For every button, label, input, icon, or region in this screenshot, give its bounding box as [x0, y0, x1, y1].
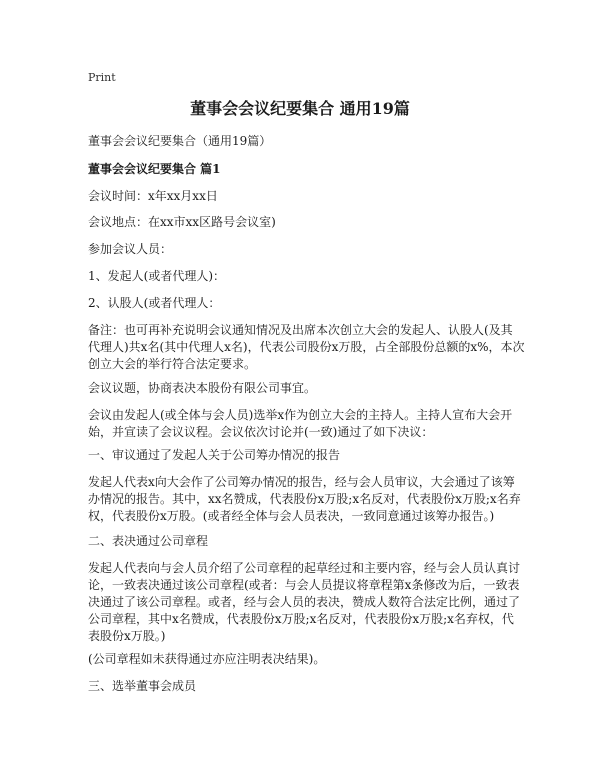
topic-paragraph: 会议议题，协商表决本股份有限公司事宜。 — [88, 381, 317, 395]
resolution-heading-2: 二、表决通过公司章程 — [88, 534, 209, 548]
remark-paragraph: 备注：也可再补充说明会议通知情况及出席本次创立大会的发起人、认股人(及其 代理人)共x名(其中代理人x名)，代表公司股份x万股，占全部股份总额的x%，本次 创立大会的举行符合法定要求。 — [88, 323, 525, 371]
attendee-item-1: 1、发起人(或者代理人)： — [88, 269, 225, 283]
document-title: 董事会会议纪要集合 通用19篇 — [190, 99, 410, 118]
host-paragraph: 会议由发起人(或全体与会人员)选举x作为创立大会的主持人。主持人宣布大会开 始，并宣读了会议议程。会议依次讨论并(一致)通过了如下决议： — [88, 408, 513, 439]
resolution-paragraph-1: 发起人代表x向大会作了公司筹办情况的报告，经与会人员审议，大会通过了该筹 办情况的报告。其中，xx名赞成，代表股份x万股;x名反对，代表股份x万股;x名弃 权，代表股份x万股。(或者经全体与会人员表决，一致同意通过该筹办报告。) — [88, 475, 521, 523]
note-paragraph: (公司章程如未获得通过亦应注明表决结果)。 — [88, 652, 326, 666]
attendee-item-2: 2、认股人(或者代理人： — [88, 296, 221, 310]
print-label: Print — [88, 71, 116, 84]
meeting-time: 会议时间：x年xx月xx日 — [88, 189, 218, 203]
resolution-heading-3: 三、选举董事会成员 — [88, 679, 197, 693]
meeting-place: 会议地点：在xx市xx区路号会议室) — [88, 215, 276, 229]
resolution-heading-1: 一、审议通过了发起人关于公司筹办情况的报告 — [88, 448, 341, 462]
attendees-label: 参加会议人员： — [88, 242, 173, 256]
section-heading: 董事会会议纪要集合 篇1 — [88, 162, 221, 176]
resolution-paragraph-2: 发起人代表向与会人员介绍了公司章程的起草经过和主要内容，经与会人员认真讨 论，一致表决通过该公司章程(或者：与会人员提议将章程第x条修改为后，一致表 决通过了该公司章程。或者，经与会人员的表决，赞成人数符合法定比例，通过了 公司章程，其中x名赞成，代表股份x万股;x名反对，代表股份x万股;x名弃权，代 表股份x万股。) — [88, 561, 521, 643]
subtitle-line: 董事会会议纪要集合（通用19篇） — [88, 134, 272, 148]
